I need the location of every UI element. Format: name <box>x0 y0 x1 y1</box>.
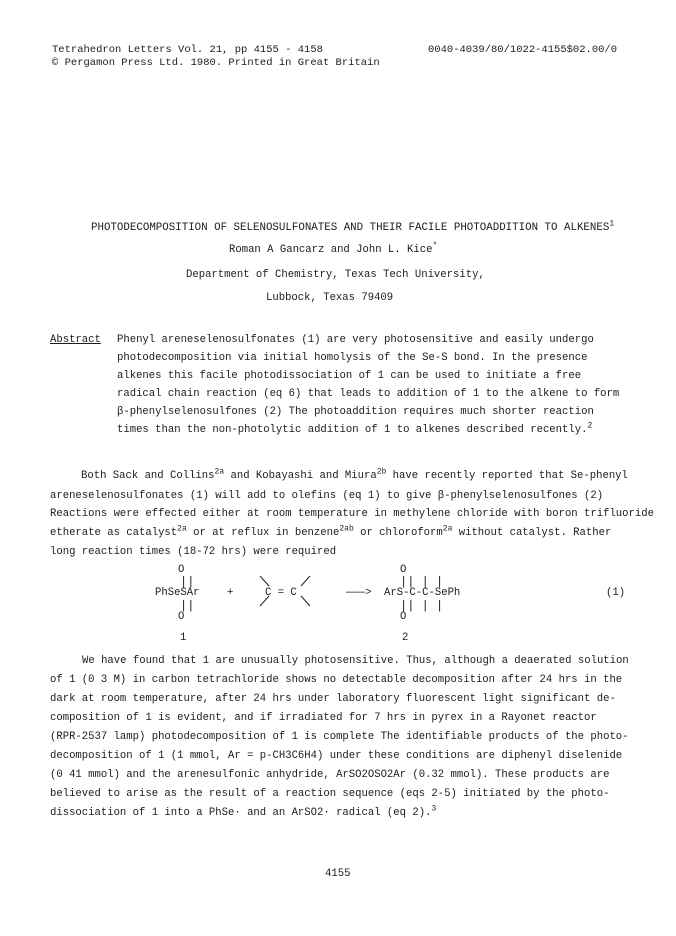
product-bonds-bottom: || | | <box>400 599 444 613</box>
para2-line: dissociation of 1 into a PhSe· and an ArSO2· radical (eq 2). <box>50 807 432 819</box>
title-text: PHOTODECOMPOSITION OF SELENOSULFONATES AND THEIR FACILE PHOTOADDITION TO ALKENES <box>91 222 610 234</box>
citation: 2a <box>214 467 225 477</box>
citation: 3 <box>431 804 437 814</box>
plus-sign: + <box>227 587 234 599</box>
citation: 2a <box>442 524 453 534</box>
compound-label-1: 1 <box>180 632 187 644</box>
para2-line: believed to arise as the result of a reaction sequence (eqs 2-5) initiated by the photo- <box>50 788 610 800</box>
para1-line-2: areneselenosulfonates (1) will add to olefins (eq 1) to give β-phenylselenosulfones (2) <box>50 490 604 502</box>
para2-line: composition of 1 is evident, and if irradiated for 7 hrs in pyrex in a Rayonet reactor <box>50 712 597 724</box>
text-run: Both Sack and Collins <box>81 470 215 482</box>
citation: 2b <box>376 467 387 477</box>
equation-number: (1) <box>606 587 626 599</box>
oxygen-top: O <box>178 564 185 576</box>
affiliation-line-2: Lubbock, Texas 79409 <box>266 292 394 304</box>
para2-line: of 1 (0 3 M) in carbon tetrachloride shows no detectable decomposition after 24 hrs in the <box>50 674 623 686</box>
text-run: and Kobayashi and Miura <box>224 470 377 482</box>
double-bond-bottom: || <box>180 599 195 613</box>
oxygen-bottom: O <box>178 611 185 623</box>
abstract-line: Phenyl areneselenosulfonates (1) are very photosensitive and easily undergo <box>117 334 594 346</box>
reactant-formula: PhSeSAr <box>155 587 200 599</box>
abstract-label: Abstract <box>50 334 101 346</box>
page-number: 4155 <box>325 868 351 880</box>
product-bonds-top: || | | <box>400 575 444 589</box>
reaction-arrow: ———> <box>346 587 372 599</box>
para2-line: dark at room temperature, after 24 hrs under laboratory fluorescent light significant de- <box>50 693 616 705</box>
abstract-line: photodecomposition via initial homolysis of the Se-S bond. In the presence <box>117 352 588 364</box>
author-names: Roman A Gancarz and John L. Kice <box>229 244 433 256</box>
corresponding-mark: * <box>432 241 438 251</box>
alkene-formula: C = C <box>265 587 297 599</box>
abstract-line: β-phenylselenosulfones (2) The photoaddition requires much shorter reaction <box>117 406 594 418</box>
para2-line: decomposition of 1 (1 mmol, Ar = p-CH3C6H4) under these conditions are diphenyl diselenide <box>50 750 623 762</box>
para2-line: (0 41 mmol) and the arenesulfonic anhydride, ArSO2OSO2Ar (0.32 mmol). These products are <box>50 769 610 781</box>
product-oxygen-top: O <box>400 564 407 576</box>
abstract-footnote-mark: 2 <box>587 421 593 431</box>
para1-line-5: long reaction times (18-72 hrs) were required <box>50 546 337 558</box>
product-oxygen-bottom: O <box>400 611 407 623</box>
title-footnote-mark: 1 <box>609 219 615 229</box>
affiliation-line-1: Department of Chemistry, Texas Tech University, <box>186 269 485 281</box>
citation: 2a <box>177 524 187 534</box>
article-code: 0040-4039/80/1022-4155$02.00/0 <box>428 44 618 56</box>
copyright-line: © Pergamon Press Ltd. 1980. Printed in Great Britain <box>52 57 380 69</box>
para1-line-3: Reactions were effected either at room temperature in methylene chloride with boron trifluoride <box>50 508 654 520</box>
abstract-line: radical chain reaction (eq 6) that leads to addition of 1 to the alkene to form <box>117 388 620 400</box>
para2-line-last <box>50 804 437 819</box>
product-formula: ArS-C-C-SePh <box>384 587 461 599</box>
text-run: or chloroform <box>353 527 443 539</box>
text-run: have recently reported that Se-phenyl <box>386 470 628 482</box>
compound-label-2: 2 <box>402 632 409 644</box>
double-bond-top: || <box>180 575 195 589</box>
para2-line: We have found that 1 are unusually photosensitive. Thus, although a deaerated solution <box>82 655 629 667</box>
citation: 2ab <box>339 524 354 534</box>
text-run: or at reflux in benzene <box>186 527 340 539</box>
text-run: etherate as catalyst <box>50 527 178 539</box>
journal-line: Tetrahedron Letters Vol. 21, pp 4155 - 4158 <box>52 44 323 56</box>
abstract-line: alkenes this facile photodissociation of 1 can be used to initiate a free <box>117 370 582 382</box>
text-run: without catalyst. Rather <box>452 527 612 539</box>
abstract-line: times than the non-photolytic addition of 1 to alkenes described recently. <box>117 424 588 436</box>
para2-line: (RPR-2537 lamp) photodecomposition of 1 is complete The identifiable products of the photo- <box>50 731 629 743</box>
